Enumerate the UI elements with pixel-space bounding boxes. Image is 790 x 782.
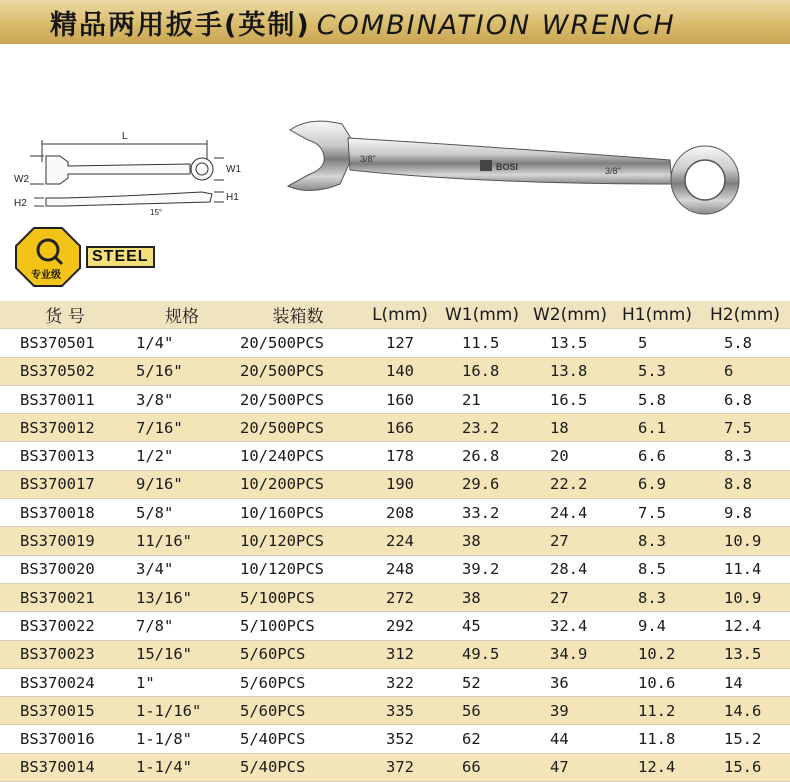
cell-length: 272 <box>362 583 438 611</box>
cell-height-1: 6.6 <box>614 442 700 470</box>
cell-packing: 10/120PCS <box>234 555 362 583</box>
cell-height-1: 10.2 <box>614 640 700 668</box>
cell-width-1: 39.2 <box>438 555 526 583</box>
brand-mark: BOSI <box>496 162 519 172</box>
cell-model-no: BS370022 <box>0 612 130 640</box>
column-header-height-1: H1(mm) <box>614 301 700 329</box>
cell-width-2: 13.5 <box>526 329 614 357</box>
cell-model-no: BS370013 <box>0 442 130 470</box>
cell-length: 127 <box>362 329 438 357</box>
cell-height-1: 11.2 <box>614 697 700 725</box>
label-angle: 15° <box>150 208 163 217</box>
cell-model-no: BS370502 <box>0 357 130 385</box>
cell-width-1: 23.2 <box>438 414 526 442</box>
cell-height-2: 10.9 <box>700 583 790 611</box>
cell-height-2: 14 <box>700 668 790 696</box>
cell-model-no: BS370017 <box>0 470 130 498</box>
cell-spec: 13/16" <box>130 583 234 611</box>
cell-length: 292 <box>362 612 438 640</box>
cell-height-2: 15.2 <box>700 725 790 753</box>
cell-model-no: BS370024 <box>0 668 130 696</box>
cell-width-2: 16.5 <box>526 385 614 413</box>
cell-length: 248 <box>362 555 438 583</box>
label-h1: H1 <box>226 192 239 203</box>
cell-width-1: 26.8 <box>438 442 526 470</box>
table-row <box>0 385 790 413</box>
table-row <box>0 668 790 696</box>
cell-height-1: 8.3 <box>614 527 700 555</box>
label-h2: H2 <box>14 198 27 209</box>
cell-width-2: 34.9 <box>526 640 614 668</box>
cell-height-1: 12.4 <box>614 753 700 781</box>
cell-spec: 1/2" <box>130 442 234 470</box>
cell-spec: 5/8" <box>130 499 234 527</box>
title-english: COMBINATION WRENCH <box>316 9 676 41</box>
cell-packing: 10/240PCS <box>234 442 362 470</box>
table-row <box>0 414 790 442</box>
title-banner <box>0 0 790 44</box>
steel-label: STEEL <box>86 246 155 268</box>
column-header-packing: 装箱数 <box>234 301 362 329</box>
cell-width-2: 27 <box>526 527 614 555</box>
cell-width-1: 52 <box>438 668 526 696</box>
side-view-outline <box>46 192 212 206</box>
wrench-photo <box>280 110 740 220</box>
cell-spec: 15/16" <box>130 640 234 668</box>
cell-height-2: 15.6 <box>700 753 790 781</box>
cell-length: 224 <box>362 527 438 555</box>
cell-width-2: 27 <box>526 583 614 611</box>
cell-width-1: 16.8 <box>438 357 526 385</box>
cell-length: 178 <box>362 442 438 470</box>
size-mark-right: 3/8" <box>605 166 621 176</box>
cell-width-1: 38 <box>438 527 526 555</box>
cell-model-no: BS370011 <box>0 385 130 413</box>
table-row <box>0 753 790 781</box>
cell-width-1: 11.5 <box>438 329 526 357</box>
table-row <box>0 640 790 668</box>
cell-width-2: 39 <box>526 697 614 725</box>
cell-width-1: 49.5 <box>438 640 526 668</box>
table-body <box>0 329 790 782</box>
cell-model-no: BS370015 <box>0 697 130 725</box>
cell-spec: 3/8" <box>130 385 234 413</box>
cell-width-2: 24.4 <box>526 499 614 527</box>
cell-model-no: BS370016 <box>0 725 130 753</box>
label-l: L <box>122 131 128 142</box>
cell-packing: 5/100PCS <box>234 583 362 611</box>
cell-length: 312 <box>362 640 438 668</box>
open-end-head <box>288 121 352 190</box>
cell-length: 166 <box>362 414 438 442</box>
size-mark-left: 3/8" <box>360 154 376 164</box>
cell-spec: 7/8" <box>130 612 234 640</box>
cell-length: 140 <box>362 357 438 385</box>
cell-length: 160 <box>362 385 438 413</box>
cell-length: 322 <box>362 668 438 696</box>
cell-height-2: 12.4 <box>700 612 790 640</box>
dimension-diagram <box>12 126 252 218</box>
cell-spec: 9/16" <box>130 470 234 498</box>
cell-width-2: 20 <box>526 442 614 470</box>
table-row <box>0 612 790 640</box>
cell-height-2: 7.5 <box>700 414 790 442</box>
cell-width-1: 29.6 <box>438 470 526 498</box>
title-chinese: 精品两用扳手(英制) <box>50 9 311 41</box>
cell-packing: 5/60PCS <box>234 697 362 725</box>
cell-height-2: 13.5 <box>700 640 790 668</box>
cell-packing: 10/200PCS <box>234 470 362 498</box>
column-header-model-no: 货 号 <box>0 301 130 329</box>
cell-width-1: 38 <box>438 583 526 611</box>
column-header-length: L(mm) <box>362 301 438 329</box>
cell-packing: 5/60PCS <box>234 640 362 668</box>
cell-height-1: 8.5 <box>614 555 700 583</box>
cell-packing: 10/160PCS <box>234 499 362 527</box>
page-title <box>50 3 676 42</box>
cell-height-2: 9.8 <box>700 499 790 527</box>
brand-logo <box>480 160 492 171</box>
handle-outline <box>68 164 190 174</box>
ring-end-outline <box>191 158 213 180</box>
cell-height-1: 7.5 <box>614 499 700 527</box>
table-row <box>0 527 790 555</box>
cell-packing: 20/500PCS <box>234 414 362 442</box>
cell-spec: 1-1/4" <box>130 753 234 781</box>
cell-width-1: 62 <box>438 725 526 753</box>
cell-width-1: 66 <box>438 753 526 781</box>
cell-spec: 1-1/16" <box>130 697 234 725</box>
badge-label: 专业级 <box>31 270 61 281</box>
cell-width-2: 18 <box>526 414 614 442</box>
spec-table <box>0 301 790 782</box>
professional-grade-badge <box>14 226 82 288</box>
cell-spec: 1" <box>130 668 234 696</box>
label-w2: W2 <box>14 174 29 185</box>
cell-model-no: BS370019 <box>0 527 130 555</box>
cell-spec: 1/4" <box>130 329 234 357</box>
table-row <box>0 442 790 470</box>
column-header-width-2: W2(mm) <box>526 301 614 329</box>
cell-height-1: 6.1 <box>614 414 700 442</box>
cell-width-2: 13.8 <box>526 357 614 385</box>
table-header-row <box>0 301 790 329</box>
cell-model-no: BS370021 <box>0 583 130 611</box>
cell-length: 190 <box>362 470 438 498</box>
ring-end-opening <box>685 160 725 200</box>
cell-model-no: BS370018 <box>0 499 130 527</box>
cell-model-no: BS370020 <box>0 555 130 583</box>
table-row <box>0 470 790 498</box>
cell-width-2: 22.2 <box>526 470 614 498</box>
cell-spec: 5/16" <box>130 357 234 385</box>
cell-length: 335 <box>362 697 438 725</box>
cell-packing: 10/120PCS <box>234 527 362 555</box>
table-row <box>0 357 790 385</box>
cell-height-2: 11.4 <box>700 555 790 583</box>
column-header-width-1: W1(mm) <box>438 301 526 329</box>
cell-height-1: 10.6 <box>614 668 700 696</box>
cell-height-2: 6.8 <box>700 385 790 413</box>
cell-width-1: 33.2 <box>438 499 526 527</box>
cell-height-2: 8.3 <box>700 442 790 470</box>
cell-model-no: BS370014 <box>0 753 130 781</box>
cell-height-2: 8.8 <box>700 470 790 498</box>
cell-height-1: 11.8 <box>614 725 700 753</box>
cell-height-2: 5.8 <box>700 329 790 357</box>
table-row <box>0 499 790 527</box>
cell-width-2: 47 <box>526 753 614 781</box>
table-row <box>0 697 790 725</box>
wrench-handle <box>348 138 672 184</box>
cell-spec: 11/16" <box>130 527 234 555</box>
cell-width-2: 36 <box>526 668 614 696</box>
cell-spec: 1-1/8" <box>130 725 234 753</box>
label-w1: W1 <box>226 164 241 175</box>
column-header-height-2: H2(mm) <box>700 301 790 329</box>
cell-height-2: 10.9 <box>700 527 790 555</box>
cell-height-1: 8.3 <box>614 583 700 611</box>
cell-model-no: BS370012 <box>0 414 130 442</box>
cell-height-2: 6 <box>700 357 790 385</box>
cell-width-2: 44 <box>526 725 614 753</box>
cell-height-1: 5.8 <box>614 385 700 413</box>
column-header-spec: 规格 <box>130 301 234 329</box>
cell-height-1: 6.9 <box>614 470 700 498</box>
cell-model-no: BS370023 <box>0 640 130 668</box>
cell-packing: 20/500PCS <box>234 385 362 413</box>
table-row <box>0 555 790 583</box>
cell-length: 372 <box>362 753 438 781</box>
table-row <box>0 583 790 611</box>
cell-width-1: 21 <box>438 385 526 413</box>
cell-width-2: 28.4 <box>526 555 614 583</box>
cell-height-1: 5.3 <box>614 357 700 385</box>
cell-model-no: BS370501 <box>0 329 130 357</box>
cell-packing: 20/500PCS <box>234 329 362 357</box>
cell-height-1: 9.4 <box>614 612 700 640</box>
cell-spec: 3/4" <box>130 555 234 583</box>
cell-height-2: 14.6 <box>700 697 790 725</box>
cell-length: 208 <box>362 499 438 527</box>
cell-spec: 7/16" <box>130 414 234 442</box>
cell-packing: 5/100PCS <box>234 612 362 640</box>
table-row <box>0 329 790 357</box>
cell-width-1: 45 <box>438 612 526 640</box>
cell-packing: 5/40PCS <box>234 753 362 781</box>
cell-width-2: 32.4 <box>526 612 614 640</box>
cell-width-1: 56 <box>438 697 526 725</box>
cell-packing: 5/60PCS <box>234 668 362 696</box>
cell-height-1: 5 <box>614 329 700 357</box>
cell-length: 352 <box>362 725 438 753</box>
table-row <box>0 725 790 753</box>
cell-packing: 20/500PCS <box>234 357 362 385</box>
cell-packing: 5/40PCS <box>234 725 362 753</box>
